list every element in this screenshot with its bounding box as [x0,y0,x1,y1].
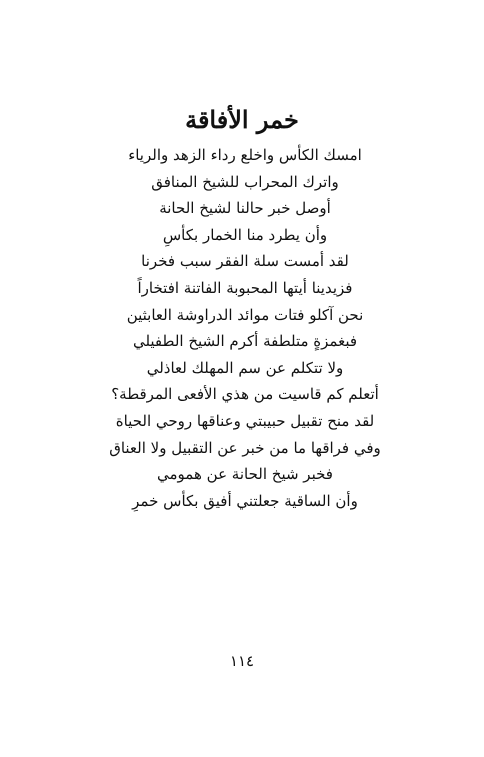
poem-body [106,142,384,514]
page-number: ١١٤ [229,652,255,670]
poem-line: فخبر شيخ الحانة عن همومي [157,465,333,484]
poem-line: أوصل خبر حالنا لشيخ الحانة [159,199,331,218]
poem-line: لقد أمست سلة الفقر سبب فخرنا [141,252,349,271]
poem-line: فبغمزةٍ متلطفة أكرم الشيخ الطفيلي [132,332,358,351]
poem-line: فزيدينا أيتها المحبوبة الفاتنة افتخاراً [137,278,353,297]
poem-line: وأن يطرد منا الخمار بكأسِ [162,225,328,244]
poem-title: خمر الأفاقة [185,105,299,135]
poem-line: واترك المحراب للشيخ المنافق [151,172,339,191]
poem-line: لقد منح تقبيل حبيبتي وعناقها روحي الحياة [115,411,375,430]
poem-line: وأن الساقية جعلتني أفيق بكأس خمرِ [132,491,358,510]
poem-line: أتعلم كم قاسيت من هذي الأفعى المرقطة؟ [111,385,379,404]
poem-line: ولا تتكلم عن سم المهلك لعاذلي [146,358,344,377]
poem-line: نحن آكلو فتات موائد الدراوشة العابثين [126,305,364,324]
poem-line: امسك الكأس واخلع رداء الزهد والرياء [128,146,362,164]
poem-line: وفي فراقها ما من خبر عن التقبيل ولا العناق [109,438,381,457]
